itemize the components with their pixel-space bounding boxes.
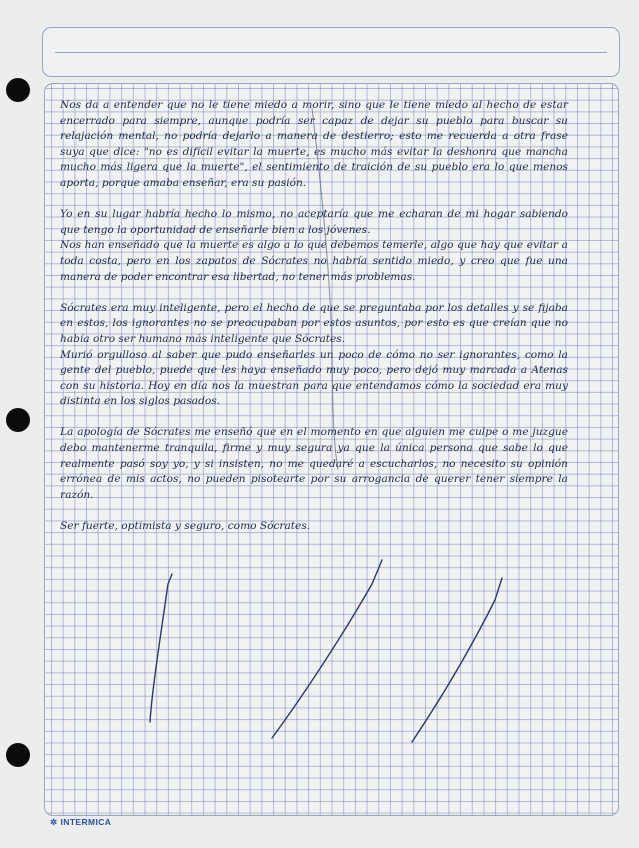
- paragraph-5: Murió orgulloso al saber que pudo enseñarles un poco de cómo no ser ignorantes, como la gente del pueblo, puede que les haya enseñado muy poco, pero dejó muy marcada a Atenas con su historia. Hoy en día nos la muestran para que entendamos cómo la sociedad era muy distinta en los siglos pasados.: [60, 348, 568, 408]
- paragraph-1: Nos da a entender que no le tiene miedo a morir, sino que le tiene miedo al hecho de estar encerrado para siempre, aunque podría ser capaz de dejar su pueblo para buscar su relajación mental, no podría dejarlo a manera de destierro; esto me recuerda a otra frase suya que dice: "no es difícil evitar la muerte, es mucho más evitar la deshonra que mancha mucho más ligera que la muerte", el sentimiento de traición de su pueblo era lo que menos aporta, porque amaba enseñar, era su pasión.: [60, 99, 568, 189]
- paragraph-4: Sócrates era muy inteligente, pero el hecho de que se preguntaba por los detalles y se fijaba en estos, los ignorantes no se preocupaban por estos asuntos, por esto es que creían que no había otro ser humano más inteligente que Sócrates.: [60, 301, 568, 345]
- brand-star-icon: ✲: [50, 817, 58, 827]
- brand-name: INTERMICA: [60, 817, 112, 827]
- paragraph-7: Ser fuerte, optimista y seguro, como Sócrates.: [60, 520, 311, 533]
- header-line: [55, 52, 607, 53]
- header-box: [42, 27, 620, 77]
- brand-logo: [50, 817, 111, 828]
- binder-hole: [6, 743, 30, 767]
- handwritten-text: [60, 98, 568, 550]
- binder-hole: [6, 78, 30, 102]
- binder-hole: [6, 408, 30, 432]
- paragraph-6: La apología de Sócrates me enseñó que en el momento en que alguien me culpe o me juzgue debo mantenerme tranquila, firme y muy segura ya que la única persona que sabe lo que realmente pasó soy yo, y si insisten, no me quedaré a escucharlos, no necesito su opinión errónea de mis actos, no pueden pisotearte por su arrogancia de querer tener siempre la razón.: [60, 426, 568, 501]
- paragraph-2: Yo en su lugar habría hecho lo mismo, no aceptaría que me echaran de mi hogar sabiendo que tengo la oportunidad de enseñarle bien a los jóvenes.: [60, 208, 568, 236]
- paragraph-3: Nos han enseñado que la muerte es algo a lo que debemos temerle, algo que hay que evitar a toda costa, pero en los zapatos de Sócrates no habría sentido miedo, y creo que fue una manera de poder encontrar esa libertad, no tener más problemas.: [60, 239, 568, 283]
